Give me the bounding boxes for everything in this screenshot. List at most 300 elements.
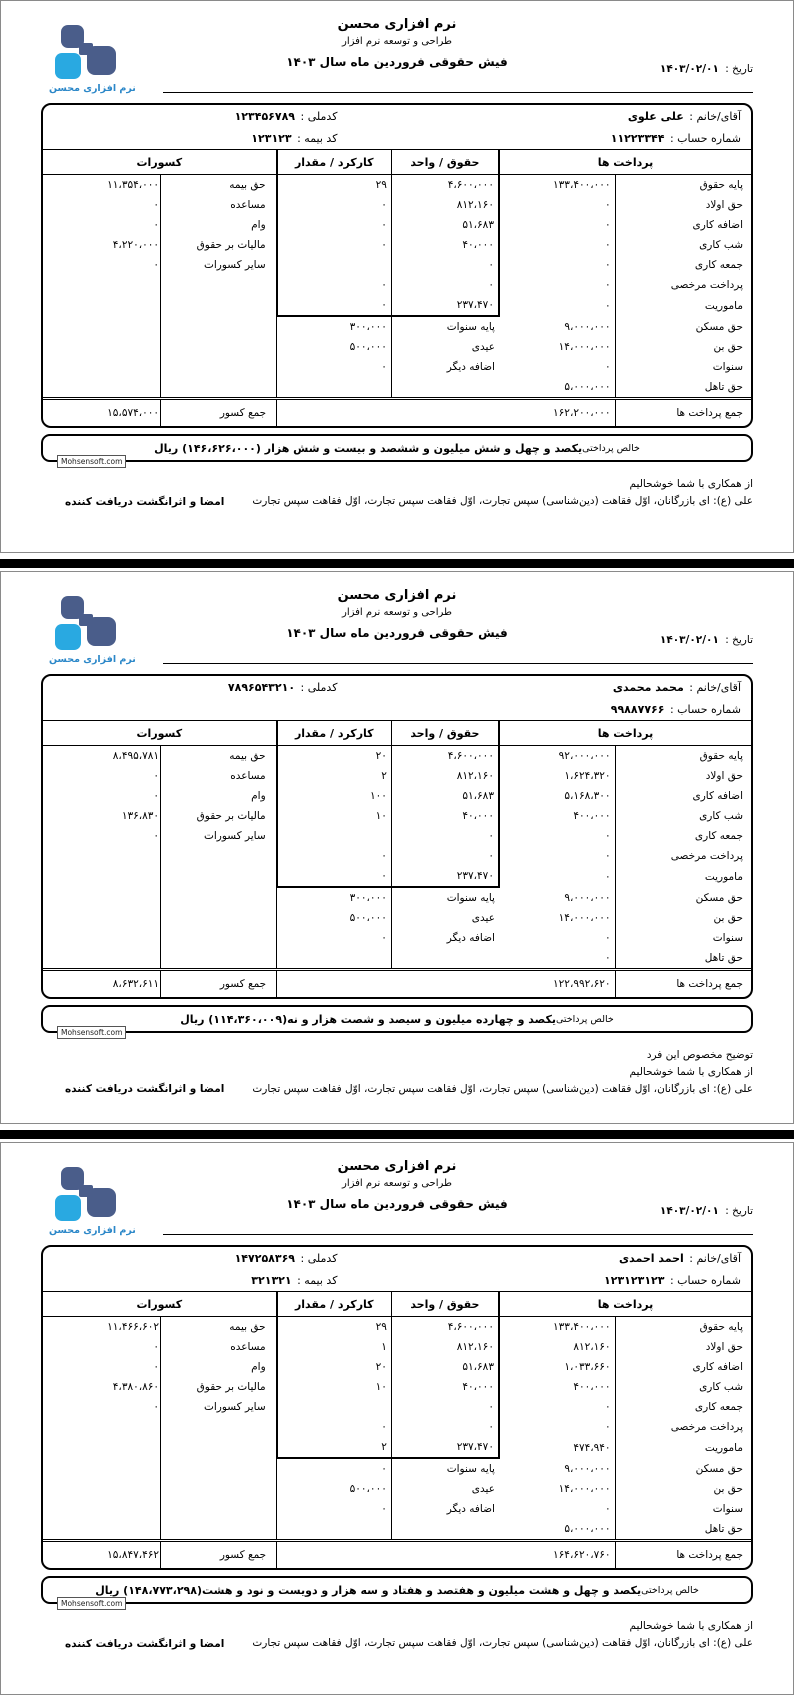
deduction-amount: ۰ <box>153 1401 160 1413</box>
quantity-value: ۰ <box>277 846 392 866</box>
quantity-value: ۲۹ <box>277 175 392 196</box>
payment-label: حق تاهل <box>704 952 743 964</box>
company-subtitle: طراحی و توسعه نرم افزار <box>341 1178 452 1189</box>
payment-label: پرداخت مرخصی <box>670 850 743 862</box>
deduction-label: وام <box>161 1357 277 1377</box>
deductions-column-header: کسورات <box>43 1292 277 1317</box>
payment-label: سنوات <box>712 932 743 944</box>
payment-label: حق مسکن <box>695 891 743 904</box>
payslip-row <box>43 1377 751 1397</box>
payment-amount: ۴۷۴،۹۴۰ <box>499 1437 615 1458</box>
deduction-amount: ۱۱،۴۶۶،۶۰۲ <box>107 1321 160 1333</box>
payment-amount: ۰ <box>499 255 615 275</box>
deduction-label <box>161 337 277 357</box>
account-field <box>337 1274 751 1287</box>
payments-table <box>43 149 751 426</box>
deduction-amount <box>43 948 161 970</box>
deductions-column-header: کسورات <box>43 150 277 175</box>
deduction-label: مساعده <box>161 1337 277 1357</box>
deduction-label <box>161 1437 277 1458</box>
national-id-field <box>43 1252 337 1265</box>
payment-amount: ۰ <box>499 826 615 846</box>
national-id-value: ۱۴۷۲۵۸۳۶۹ <box>234 1251 296 1265</box>
deduction-label <box>161 908 277 928</box>
payslip-header <box>41 17 753 93</box>
logo-square-icon <box>87 46 116 75</box>
extra-payment-amount: ۰ <box>277 1458 392 1479</box>
payment-label: حق مسکن <box>695 1462 743 1475</box>
net-pay-amount: یکصد و چهل و هشت میلیون و هفتصد و هفتاد و سه هزار و دویست و نود و هشت(۱۴۸،۷۷۳،۲۹۸) ریال <box>95 1583 642 1597</box>
total-payments-label: جمع پرداخت ها <box>615 970 751 998</box>
deduction-label <box>161 1499 277 1519</box>
payment-amount: ۰ <box>499 928 615 948</box>
totals-spacer <box>277 399 499 427</box>
payslip-row <box>43 175 751 196</box>
payment-amount: ۱۳۳،۴۰۰،۰۰۰ <box>499 175 615 196</box>
net-pay-amount: یکصد و چهل و شش میلیون و ششصد و بیست و شش هزار (۱۴۶،۶۲۶،۰۰۰) ریال <box>154 441 583 455</box>
unit-amount: ۰ <box>391 1417 499 1437</box>
logo-square-icon <box>87 617 116 646</box>
note-line: علی (ع): ای بازرگانان، اوّل فقاهت (دین‌شناسی) سپس تجارت، اوّل فقاهت سپس تجارت، اوّل فقاهت سپس تجارت <box>252 494 753 507</box>
employee-name-field <box>337 681 751 694</box>
quantity-value: ۰ <box>277 235 392 255</box>
extra-payment-amount: ۰ <box>277 1499 392 1519</box>
deduction-label: مساعده <box>161 766 277 786</box>
payslip-extra-row <box>43 377 751 399</box>
net-pay-box <box>41 434 753 466</box>
unit-amount: ۴۰،۰۰۰ <box>391 1377 499 1397</box>
payslip-header <box>41 588 753 664</box>
payslip <box>41 17 753 510</box>
payment-amount: ۰ <box>499 866 615 887</box>
total-payments-value: ۱۶۲،۲۰۰،۰۰۰ <box>499 399 615 427</box>
quantity-value: ۰ <box>277 195 392 215</box>
company-name: نرم افزاری محسن <box>337 588 457 603</box>
payment-amount: ۹،۰۰۰،۰۰۰ <box>499 1458 615 1479</box>
payslip-sheet <box>0 0 794 553</box>
deduction-label <box>161 1417 277 1437</box>
payment-label: ماموریت <box>704 1441 743 1454</box>
payslip-row <box>43 235 751 255</box>
total-deductions-value: ۸،۶۳۲،۶۱۱ <box>43 970 161 998</box>
header-divider <box>163 92 753 93</box>
deduction-label <box>161 1519 277 1541</box>
note-line: از همکاری با شما خوشحالیم <box>629 478 753 490</box>
work-amount-column-header: کارکرد / مقدار <box>277 150 392 175</box>
total-payments-value: ۱۲۲،۹۹۲،۶۲۰ <box>499 970 615 998</box>
payment-label: اضافه کاری <box>692 1361 743 1373</box>
payslip-body-box <box>41 103 753 428</box>
net-pay-label: خالص پرداختی <box>641 1584 699 1596</box>
total-deductions-value: ۱۵،۸۴۷،۴۶۲ <box>43 1541 161 1569</box>
account-label: شماره حساب : <box>669 1273 741 1287</box>
payment-amount: ۵،۰۰۰،۰۰۰ <box>499 1519 615 1541</box>
payslip-footer <box>41 1047 753 1097</box>
deduction-amount: ۰ <box>153 199 160 211</box>
payments-column-header: پرداخت ها <box>499 1292 751 1317</box>
payment-label: پرداخت مرخصی <box>670 279 743 291</box>
unit-amount: ۵۱،۶۸۳ <box>391 786 499 806</box>
deduction-amount <box>43 275 161 295</box>
payslip-sheet <box>0 571 794 1124</box>
employee-name-value: علی علوی <box>627 109 684 123</box>
payslip-extra-row <box>43 316 751 337</box>
payment-amount: ۱۴،۰۰۰،۰۰۰ <box>499 337 615 357</box>
payment-label: جمعه کاری <box>694 830 743 842</box>
company-logo <box>43 594 195 666</box>
payslip-footer <box>41 476 753 510</box>
payslip-row <box>43 295 751 316</box>
extra-payment-amount <box>277 1519 392 1541</box>
deduction-amount <box>43 1417 161 1437</box>
deduction-label <box>161 928 277 948</box>
totals-spacer <box>277 970 499 998</box>
payslip-row <box>43 1437 751 1458</box>
payment-label: حق بن <box>713 1483 743 1495</box>
extra-payment-label <box>391 1519 499 1541</box>
payslip-row <box>43 1417 751 1437</box>
quantity-value <box>277 826 392 846</box>
payment-label: حق اولاد <box>705 1341 743 1353</box>
note-line: از همکاری با شما خوشحالیم <box>629 1620 753 1632</box>
national-id-value: ۷۸۹۶۵۴۳۲۱۰ <box>227 680 296 694</box>
employee-info-row <box>43 676 751 698</box>
national-id-field <box>43 110 337 123</box>
account-value: ۱۲۳۱۲۳۱۲۳ <box>604 1273 665 1287</box>
deduction-label <box>161 866 277 887</box>
national-id-label: کدملی : <box>300 680 338 694</box>
payments-table <box>43 1291 751 1568</box>
unit-amount: ۵۱،۶۸۳ <box>391 215 499 235</box>
payslip-row <box>43 275 751 295</box>
payment-label: حق اولاد <box>705 199 743 211</box>
payslip-row <box>43 786 751 806</box>
company-logo <box>43 1165 195 1237</box>
separator-bar <box>0 559 794 568</box>
extra-payment-label: عیدی <box>391 1479 499 1499</box>
deduction-amount <box>43 908 161 928</box>
unit-amount: ۸۱۲،۱۶۰ <box>391 195 499 215</box>
payslip-title: فیش حقوقی فروردین ماه سال ۱۴۰۳ <box>286 55 508 69</box>
signature-label: امضا و اثرانگشت دریافت کننده <box>65 1083 225 1096</box>
logo-square-icon <box>61 596 84 619</box>
unit-amount: ۴۰،۰۰۰ <box>391 235 499 255</box>
unit-amount: ۴۰،۰۰۰ <box>391 806 499 826</box>
totals-row <box>43 399 751 427</box>
national-id-label: کدملی : <box>300 1251 338 1265</box>
unit-amount: ۰ <box>391 275 499 295</box>
deduction-amount: ۱۳۶،۸۳۰ <box>121 810 160 822</box>
deduction-label: سایر کسورات <box>161 255 277 275</box>
payment-label: پایه حقوق <box>699 179 743 191</box>
logo-caption: نرم افزاری محسن <box>49 83 136 94</box>
national-id-field <box>43 681 337 694</box>
company-subtitle: طراحی و توسعه نرم افزار <box>341 36 452 47</box>
deduction-label: حق بیمه <box>161 1317 277 1338</box>
deduction-amount <box>43 928 161 948</box>
unit-amount: ۲۳۷،۴۷۰ <box>391 866 499 887</box>
total-deductions-label: جمع کسور <box>161 1541 277 1569</box>
payslip-extra-row <box>43 1499 751 1519</box>
extra-payment-label: اضافه دیگر <box>391 1499 499 1519</box>
payslip-extra-row <box>43 1458 751 1479</box>
note-line: از همکاری با شما خوشحالیم <box>629 1065 753 1078</box>
payment-amount: ۱۴،۰۰۰،۰۰۰ <box>499 908 615 928</box>
payment-label: حق تاهل <box>704 381 743 393</box>
deduction-label: سایر کسورات <box>161 826 277 846</box>
insurance-label: کد بیمه : <box>297 1273 338 1287</box>
deduction-amount <box>43 337 161 357</box>
payslip <box>41 588 753 1097</box>
deduction-label <box>161 275 277 295</box>
payment-amount: ۰ <box>499 295 615 316</box>
deduction-label <box>161 1458 277 1479</box>
payment-amount: ۱،۰۳۳،۶۶۰ <box>499 1357 615 1377</box>
deduction-label <box>161 948 277 970</box>
company-name: نرم افزاری محسن <box>337 1159 457 1174</box>
insurance-label: کد بیمه : <box>297 131 338 145</box>
payment-label: اضافه کاری <box>692 790 743 802</box>
insurance-field <box>43 132 337 145</box>
payslip-row <box>43 255 751 275</box>
account-label: شماره حساب : <box>669 131 741 145</box>
payslip-sheet <box>0 1142 794 1695</box>
deduction-amount <box>43 1458 161 1479</box>
payslip-row <box>43 806 751 826</box>
quantity-value: ۱۰ <box>277 1377 392 1397</box>
date-label: تاریخ : <box>725 1205 753 1217</box>
payslip-row <box>43 1397 751 1417</box>
deduction-amount: ۰ <box>153 219 160 231</box>
payslip-extra-row <box>43 948 751 970</box>
rows-body <box>43 175 751 399</box>
payment-label: جمعه کاری <box>694 1401 743 1413</box>
signature-label: امضا و اثرانگشت دریافت کننده <box>65 1637 225 1650</box>
payment-amount: ۹،۰۰۰،۰۰۰ <box>499 316 615 337</box>
unit-amount: ۰ <box>391 826 499 846</box>
payments-column-header: پرداخت ها <box>499 150 751 175</box>
payslip-row <box>43 1337 751 1357</box>
work-amount-column-header: کارکرد / مقدار <box>277 1292 392 1317</box>
salary-unit-column-header: حقوق / واحد <box>391 721 499 746</box>
logo-square-icon <box>55 624 81 650</box>
payment-amount: ۰ <box>499 1499 615 1519</box>
payslip-row <box>43 1317 751 1338</box>
website-watermark: Mohsensoft.com <box>57 455 126 468</box>
payments-column-header: پرداخت ها <box>499 721 751 746</box>
logo-square-icon <box>87 1188 116 1217</box>
payment-label: پایه حقوق <box>699 750 743 762</box>
deduction-amount <box>43 1519 161 1541</box>
net-pay-box <box>41 1576 753 1608</box>
rows-body <box>43 746 751 970</box>
deduction-label: مساعده <box>161 195 277 215</box>
deduction-label: مالیات بر حقوق <box>161 235 277 255</box>
net-pay-label: خالص پرداختی <box>582 442 640 454</box>
unit-amount: ۲۳۷،۴۷۰ <box>391 295 499 316</box>
deduction-amount <box>43 316 161 337</box>
deduction-amount: ۰ <box>153 790 160 802</box>
payment-label: سنوات <box>712 361 743 373</box>
quantity-value: ۲ <box>277 766 392 786</box>
payment-amount: ۰ <box>499 195 615 215</box>
employee-info-row <box>43 127 751 149</box>
company-subtitle: طراحی و توسعه نرم افزار <box>341 607 452 618</box>
extra-payment-amount: ۵۰۰،۰۰۰ <box>277 337 392 357</box>
deduction-label: وام <box>161 786 277 806</box>
extra-payment-label: پایه سنوات <box>391 887 499 908</box>
payment-amount: ۱،۶۲۴،۳۲۰ <box>499 766 615 786</box>
payslip-row <box>43 1357 751 1377</box>
website-watermark: Mohsensoft.com <box>57 1026 126 1039</box>
deduction-amount <box>43 1437 161 1458</box>
payment-amount: ۰ <box>499 357 615 377</box>
employee-info-row <box>43 1247 751 1269</box>
header-divider <box>163 663 753 664</box>
extra-payment-amount: ۵۰۰،۰۰۰ <box>277 1479 392 1499</box>
deduction-amount: ۱۱،۳۵۴،۰۰۰ <box>107 179 160 191</box>
employee-name-field <box>337 1252 751 1265</box>
work-amount-column-header: کارکرد / مقدار <box>277 721 392 746</box>
deduction-label: مالیات بر حقوق <box>161 1377 277 1397</box>
employee-name-field <box>337 110 751 123</box>
payment-amount: ۰ <box>499 1397 615 1417</box>
extra-payment-label: اضافه دیگر <box>391 357 499 377</box>
national-id-label: کدملی : <box>300 109 338 123</box>
account-value: ۱۱۲۲۳۳۴۴ <box>610 131 665 145</box>
deduction-amount <box>43 887 161 908</box>
payment-label: حق بن <box>713 912 743 924</box>
quantity-value: ۱۰۰ <box>277 786 392 806</box>
deduction-amount: ۰ <box>153 259 160 271</box>
payment-amount: ۴۰۰،۰۰۰ <box>499 806 615 826</box>
payment-amount: ۱۳۳،۴۰۰،۰۰۰ <box>499 1317 615 1338</box>
extra-payment-amount <box>277 377 392 399</box>
extra-payment-label: عیدی <box>391 337 499 357</box>
unit-amount: ۵۱،۶۸۳ <box>391 1357 499 1377</box>
payment-label: ماموریت <box>704 299 743 312</box>
payment-label: شب کاری <box>699 239 743 251</box>
payment-label: جمعه کاری <box>694 259 743 271</box>
date-label: تاریخ : <box>725 634 753 646</box>
date-field <box>660 63 753 75</box>
quantity-value: ۰ <box>277 275 392 295</box>
quantity-value: ۱۰ <box>277 806 392 826</box>
deduction-amount: ۴،۲۲۰،۰۰۰ <box>112 239 160 251</box>
payment-amount: ۰ <box>499 948 615 970</box>
payslip-row <box>43 846 751 866</box>
deduction-amount <box>43 377 161 399</box>
deduction-label: حق بیمه <box>161 746 277 767</box>
logo-square-icon <box>55 1195 81 1221</box>
payslip-extra-row <box>43 908 751 928</box>
deduction-label <box>161 1479 277 1499</box>
note-line: علی (ع): ای بازرگانان، اوّل فقاهت (دین‌شناسی) سپس تجارت، اوّل فقاهت سپس تجارت، اوّل فقاهت سپس تجارت <box>252 1082 753 1095</box>
rows-body <box>43 1317 751 1541</box>
date-value: ۱۴۰۳/۰۲/۰۱ <box>659 634 719 646</box>
deduction-amount: ۰ <box>153 830 160 842</box>
payment-amount: ۰ <box>499 235 615 255</box>
payment-amount: ۴۰۰،۰۰۰ <box>499 1377 615 1397</box>
deduction-label <box>161 887 277 908</box>
company-name: نرم افزاری محسن <box>337 17 457 32</box>
payment-label: حق مسکن <box>695 320 743 333</box>
note-line: علی (ع): ای بازرگانان، اوّل فقاهت (دین‌شناسی) سپس تجارت، اوّل فقاهت سپس تجارت، اوّل فقاهت سپس تجارت <box>252 1636 753 1649</box>
employee-name-label: آقای/خانم : <box>689 109 741 123</box>
logo-caption: نرم افزاری محسن <box>49 1225 136 1236</box>
deduction-amount <box>43 357 161 377</box>
total-payments-label: جمع پرداخت ها <box>615 399 751 427</box>
note-line: توضیح مخصوص این فرد <box>646 1049 753 1061</box>
account-field <box>337 132 751 145</box>
extra-payment-label <box>391 948 499 970</box>
quantity-value: ۱ <box>277 1337 392 1357</box>
table-header-row <box>43 150 751 175</box>
net-pay-amount: یکصد و چهارده میلیون و سیصد و شصت هزار و نه(۱۱۴،۳۶۰،۰۰۹) ریال <box>180 1012 556 1026</box>
quantity-value: ۰ <box>277 1417 392 1437</box>
totals-row <box>43 970 751 998</box>
totals-spacer <box>277 1541 499 1569</box>
website-watermark: Mohsensoft.com <box>57 1597 126 1610</box>
net-pay-box <box>41 1005 753 1037</box>
payslip-extra-row <box>43 1519 751 1541</box>
employee-name-label: آقای/خانم : <box>689 1251 741 1265</box>
deduction-label: مالیات بر حقوق <box>161 806 277 826</box>
payment-label: اضافه کاری <box>692 219 743 231</box>
payment-label: شب کاری <box>699 1381 743 1393</box>
payment-label: حق بن <box>713 341 743 353</box>
employee-name-label: آقای/خانم : <box>689 680 741 694</box>
date-field <box>660 634 753 646</box>
total-payments-label: جمع پرداخت ها <box>615 1541 751 1569</box>
payment-amount: ۵،۱۶۸،۳۰۰ <box>499 786 615 806</box>
deduction-amount: ۰ <box>153 1341 160 1353</box>
deduction-amount: ۰ <box>153 1361 160 1373</box>
payslip-title: فیش حقوقی فروردین ماه سال ۱۴۰۳ <box>286 626 508 640</box>
quantity-value: ۲۰ <box>277 746 392 767</box>
payslip-row <box>43 746 751 767</box>
total-deductions-label: جمع کسور <box>161 970 277 998</box>
payslip-body-box <box>41 674 753 999</box>
extra-payment-amount: ۰ <box>277 928 392 948</box>
deduction-label <box>161 316 277 337</box>
national-id-value: ۱۲۳۴۵۶۷۸۹ <box>234 109 296 123</box>
payslip-row <box>43 866 751 887</box>
insurance-value: ۱۲۳۱۲۳ <box>251 131 292 145</box>
unit-amount: ۲۳۷،۴۷۰ <box>391 1437 499 1458</box>
quantity-value: ۰ <box>277 215 392 235</box>
extra-payment-label: اضافه دیگر <box>391 928 499 948</box>
payslip-extra-row <box>43 928 751 948</box>
employee-info-row <box>43 698 751 720</box>
payment-amount: ۸۱۲،۱۶۰ <box>499 1337 615 1357</box>
quantity-value: ۲۰ <box>277 1357 392 1377</box>
signature-label: امضا و اثرانگشت دریافت کننده <box>65 495 225 508</box>
totals-row <box>43 1541 751 1569</box>
payslip-extra-row <box>43 887 751 908</box>
unit-amount: ۸۱۲،۱۶۰ <box>391 766 499 786</box>
payment-label: شب کاری <box>699 810 743 822</box>
deduction-label <box>161 846 277 866</box>
net-pay-label: خالص پرداختی <box>556 1013 614 1025</box>
payslip-extra-row <box>43 357 751 377</box>
deduction-amount: ۸،۴۹۵،۷۸۱ <box>112 750 160 762</box>
deduction-amount <box>43 866 161 887</box>
deduction-label <box>161 377 277 399</box>
payment-amount: ۹۲،۰۰۰،۰۰۰ <box>499 746 615 767</box>
payslip <box>41 1159 753 1652</box>
extra-payment-label: عیدی <box>391 908 499 928</box>
